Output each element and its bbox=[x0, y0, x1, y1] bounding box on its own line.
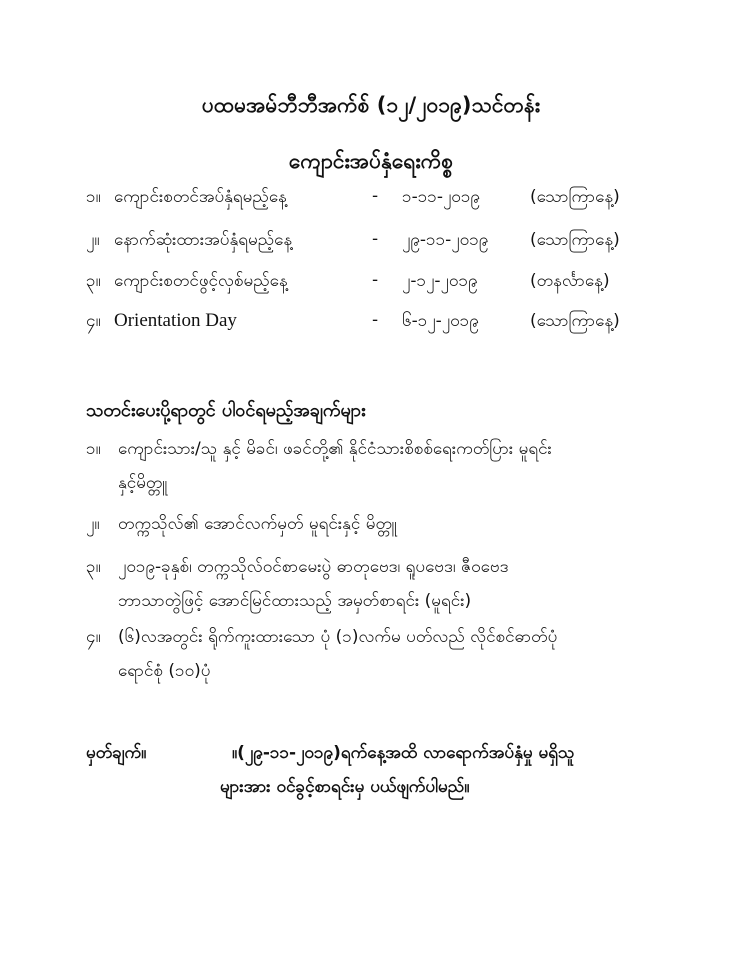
document-title: ပထမအမ်ဘီဘီအက်စ် (၁၂/၂၀၁၉)သင်တန်း bbox=[201, 93, 541, 117]
requirement-text: ကျောင်းသား/သူ နှင့် မိခင်၊ ဖခင်တို့၏ နိုင်ငံသားစိစစ်ရေးကတ်ပြား မူရင်း bbox=[118, 439, 552, 459]
schedule-label: Orientation Day bbox=[114, 310, 237, 331]
schedule-number: ၃။ bbox=[86, 271, 101, 291]
requirement-number: ၂။ bbox=[86, 514, 100, 534]
schedule-day: (တနင်္လာနေ့) bbox=[530, 271, 610, 291]
schedule-number: ၁။ bbox=[86, 187, 101, 207]
schedule-row bbox=[86, 270, 696, 298]
schedule-dash: - bbox=[372, 229, 379, 249]
schedule-day: (သောကြာနေ့) bbox=[530, 187, 620, 207]
schedule-label: ကျောင်းစတင်အပ်နှံရမည့်နေ့ bbox=[114, 187, 287, 207]
requirement-number: ၁။ bbox=[86, 439, 101, 459]
note-label: မှတ်ချက်။ bbox=[86, 743, 147, 763]
note-text: ။(၂၉-၁၁-၂၀၁၉)ရက်နေ့အထိ လာရောက်အပ်နှံမှု မရှိသူ bbox=[232, 743, 575, 763]
note-text-continued: များအား ဝင်ခွင့်စာရင်းမှ ပယ်ဖျက်ပါမည်။ bbox=[220, 777, 470, 797]
requirement-number: ၃။ bbox=[86, 557, 101, 577]
requirement-text-continued: ရောင်စုံ (၁၀)ပုံ bbox=[118, 661, 211, 681]
requirement-text-continued: နှင့်မိတ္တူ bbox=[118, 473, 168, 493]
schedule-row bbox=[86, 229, 696, 257]
requirement-text: တက္ကသိုလ်၏ အောင်လက်မှတ် မူရင်းနှင့် မိတ္တူ bbox=[118, 514, 397, 534]
schedule-row bbox=[86, 310, 696, 338]
schedule-day: (သောကြာနေ့) bbox=[530, 311, 620, 331]
schedule-date: ၂-၁၂-၂၀၁၉ bbox=[402, 271, 478, 291]
schedule-date: ၁-၁၁-၂၀၁၉ bbox=[402, 187, 480, 207]
schedule-dash: - bbox=[372, 270, 379, 290]
schedule-day: (သောကြာနေ့) bbox=[530, 230, 620, 250]
requirement-text-continued: ဘာသာတွဲဖြင့် အောင်မြင်ထားသည့် အမှတ်စာရင်း (မူရင်း) bbox=[118, 591, 472, 611]
schedule-number: ၂။ bbox=[86, 230, 100, 250]
schedule-label: နောက်ဆုံးထားအပ်နှံရမည့်နေ့ bbox=[114, 230, 293, 250]
schedule-date: ၆-၁၂-၂၀၁၉ bbox=[402, 311, 479, 331]
requirement-text: ၂၀၁၉-ခုနှစ်၊ တက္ကသိုလ်ဝင်စာမေးပွဲ ဓာတုဗေဒ၊ ရူပဗေဒ၊ ဇီဝဗေဒ bbox=[118, 557, 509, 577]
requirement-number: ၄။ bbox=[86, 627, 101, 647]
schedule-row bbox=[86, 186, 696, 214]
schedule-dash: - bbox=[372, 310, 379, 330]
requirement-text: (၆)လအတွင်း ရိုက်ကူးထားသော ပုံ (၁)လက်မ ပတ်လည် လိုင်စင်ဓာတ်ပုံ bbox=[118, 627, 558, 647]
requirements-heading: သတင်းပေးပို့ရာတွင် ပါဝင်ရမည့်အချက်များ bbox=[86, 400, 366, 421]
schedule-number: ၄။ bbox=[86, 311, 101, 331]
document-subtitle: ကျောင်းအပ်နှံရေးကိစ္စ bbox=[288, 149, 454, 173]
schedule-date: ၂၉-၁၁-၂၀၁၉ bbox=[402, 230, 489, 250]
schedule-label: ကျောင်းစတင်ဖွင့်လှစ်မည့်နေ့ bbox=[114, 271, 288, 291]
schedule-dash: - bbox=[372, 186, 379, 206]
